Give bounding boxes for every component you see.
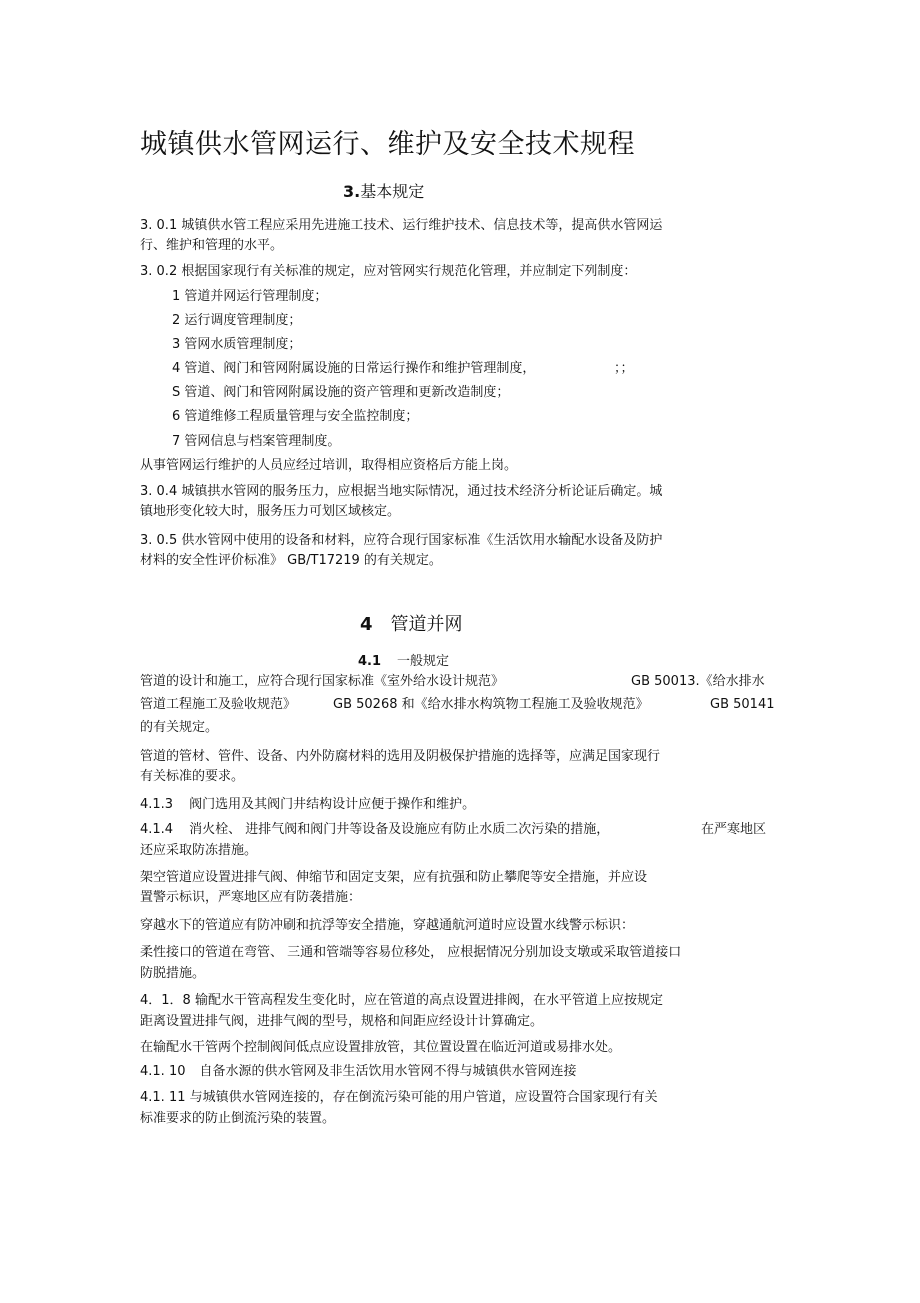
section-3-title: 基本规定 — [360, 182, 425, 201]
clause-4-1-4-line2: 还应采取防冻措施。 — [140, 843, 258, 858]
section-3-heading — [343, 179, 424, 202]
clause-3-0-5-line2: 材料的安全性评价标准》 GB/T17219 的有关规定。 — [140, 553, 442, 568]
clause-4-1-1-line2c: GB 50141 — [710, 697, 775, 712]
clause-4-1-7-line1: 柔性接口的管道在弯管、 三通和管端等容易位移处， 应根据情况分别加设支墩或采取管道接口 — [140, 945, 682, 960]
list-item: 1 管道并网运行管理制度； — [172, 289, 328, 304]
list-item: 3 管网水质管理制度； — [172, 337, 302, 352]
clause-4-1-3 — [140, 797, 475, 813]
clause-4-1-9: 在输配水干管两个控制阀间低点应设置排放管，其位置设置在临近河道或易排水处。 — [140, 1040, 622, 1055]
subsection-4-1-number: 4.1 — [358, 654, 382, 669]
list-item: 6 管道维修工程质量管理与安全监控制度； — [172, 409, 419, 424]
clause-number: 4.1. 10 — [140, 1064, 186, 1079]
list-item: 7 管网信息与档案管理制度。 — [172, 434, 341, 449]
clause-4-1-11-line2: 标准要求的防止倒流污染的装置。 — [140, 1111, 336, 1126]
clause-3-0-4-line1: 3. 0.4 城镇拱水管网的服务压力，应根据当地实际情况，通过技术经济分析论证后确定。城 — [140, 484, 663, 499]
subsection-4-1-title: 一般规定 — [397, 654, 450, 669]
clause-3-0-4-line2: 镇地形变化较大时，服务压力可划区域核定。 — [140, 504, 401, 519]
list-item: S 管道、阀门和管网附属设施的资产管理和更新改造制度； — [172, 385, 510, 400]
clause-4-1-5-line1: 架空管道应设置进排气阀、伸缩节和固定支架，应有抗强和防止攀爬等安全措施，并应设 — [140, 870, 648, 885]
section-4-title: 管道并网 — [390, 614, 463, 635]
section-4-number: 4 — [360, 614, 373, 635]
clause-4-1-2-line2: 有关标准的要求。 — [140, 769, 245, 784]
clause-text: 自备水源的供水管网及非生活饮用水管网不得与城镇供水管网连接 — [199, 1064, 577, 1079]
clause-3-0-1-line2: 行、维护和管理的水平。 — [140, 238, 284, 253]
clause-4-1-8-line1: 4．1．8 输配水干管高程发生变化时，应在管道的高点设置进排阀，在水平管道上应按规定 — [140, 993, 663, 1008]
clause-4-1-7-line2: 防脱措施。 — [140, 966, 206, 981]
page-title: 城镇供水管网运行、维护及安全技术规程 — [140, 129, 635, 160]
clause-3-0-1-line1: 3. 0.1 城镇供水管工程应采用先进施工技术、运行维护技术、信息技术等，提高供水管网运 — [140, 218, 663, 233]
clause-4-1-10 — [140, 1064, 577, 1080]
clause-4-1-2-line1: 管道的管材、管件、设备、内外防腐材料的选用及阴极保护措施的选择等，应满足国家现行 — [140, 749, 661, 764]
clause-3-0-2: 3. 0.2 根据国家现行有关标准的规定，应对管网实行规范化管理，并应制定下列制度： — [140, 264, 637, 279]
clause-text: 消火栓、 进排气阀和阀门井等设备及设施应有防止水质二次污染的措施， — [189, 822, 610, 837]
list-item: 4 管道、阀门和管网附属设施的日常运行操作和维护管理制度， — [172, 361, 536, 376]
clause-4-1-6: 穿越水下的管道应有防冲刷和抗浮等安全措施，穿越通航河道时应设置水线警示标识： — [140, 918, 635, 933]
clause-4-1-1-line1a: 管道的设计和施工，应符合现行国家标准《室外给水设计规范》 — [140, 674, 505, 689]
clause-3-0-5-line1: 3. 0.5 供水管网中使用的设备和材料，应符合现行国家标准《生活饮用水输配水设备及防护 — [140, 533, 663, 548]
section-3-number: 3. — [343, 182, 361, 201]
clause-4-1-1-line2a: 管道工程施工及验收规范》 — [140, 697, 297, 712]
list-item-tail: ；； — [614, 361, 634, 376]
clause-4-1-8-line2: 距离设置进排气阀，进排气阀的型号，规格和间距应经设计计算确定。 — [140, 1014, 544, 1029]
clause-4-1-4-line1b: 在严寒地区 — [701, 822, 767, 837]
clause-4-1-5-line2: 置警示标识，严寒地区应有防袭措施： — [140, 890, 362, 905]
clause-4-1-1-line3: 的有关规定。 — [140, 720, 219, 735]
subsection-4-1-heading — [358, 650, 449, 669]
clause-4-1-1-line2b: GB 50268 和《给水排水构筑物工程施工及验收规范》 — [333, 697, 649, 712]
clause-4-1-4-line1 — [140, 822, 609, 838]
clause-number: 4.1.3 — [140, 797, 174, 812]
clause-3-0-3: 从事管网运行维护的人员应经过培训，取得相应资格后方能上岗。 — [140, 458, 518, 473]
clause-4-1-1-line1b: GB 50013.《给水排水 — [631, 674, 765, 689]
section-4-heading — [360, 610, 463, 636]
clause-text: 阀门选用及其阀门井结构设计应便于操作和维护。 — [189, 797, 476, 812]
list-item: 2 运行调度管理制度； — [172, 313, 302, 328]
clause-4-1-11-line1: 4.1. 11 与城镇供水管网连接的，存在倒流污染可能的用户管道，应设置符合国家现行有关 — [140, 1090, 658, 1105]
clause-number: 4.1.4 — [140, 822, 174, 837]
